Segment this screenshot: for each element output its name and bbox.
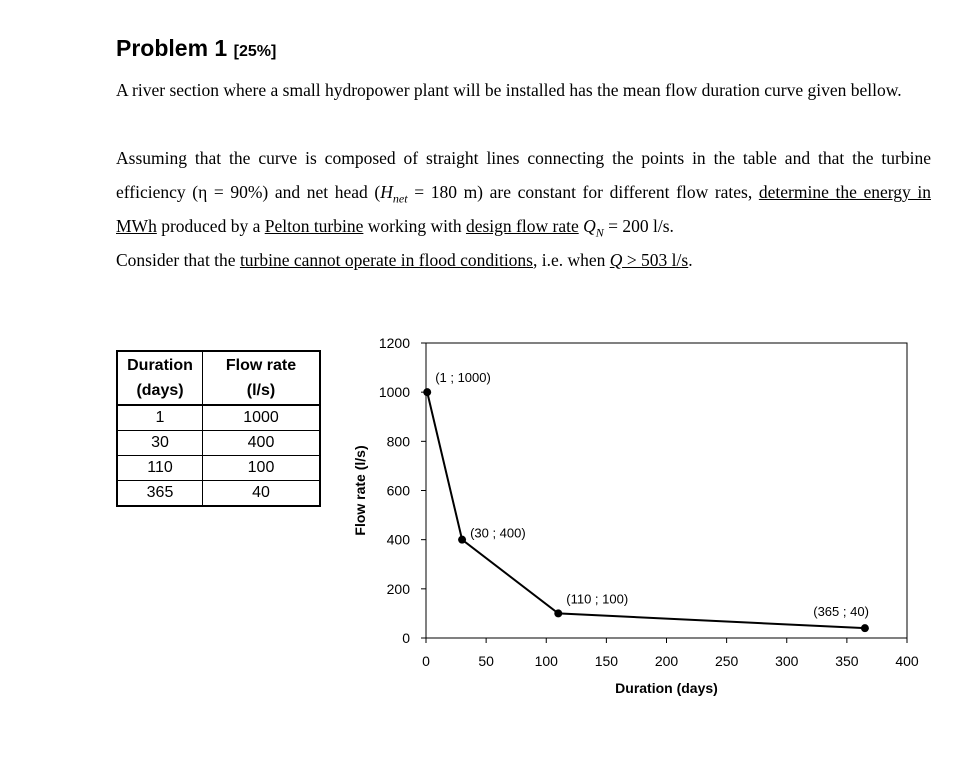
- data-point: [423, 388, 431, 396]
- design-flow-symbol: Q: [583, 216, 596, 236]
- p3-underline-flood: turbine cannot operate in flood conditions: [239, 250, 533, 270]
- y-tick-label: 800: [386, 433, 410, 450]
- p2-underline-pelton: Pelton turbine: [264, 216, 364, 236]
- design-flow-subscript: N: [595, 225, 604, 240]
- p2-text-c: produced by a: [156, 216, 265, 236]
- x-tick-label: 50: [478, 653, 494, 669]
- table-cell-duration: 1: [117, 405, 203, 431]
- p3-text-b: , i.e. when: [533, 250, 610, 270]
- p2-underline-energy: determine the energy in MWh: [116, 182, 931, 236]
- flow-duration-chart: [340, 325, 940, 710]
- header-flow-line2: (l/s): [246, 382, 276, 399]
- y-tick-label: 1000: [378, 384, 410, 401]
- threshold-value: > 503 l/s: [622, 250, 689, 270]
- problem-title-text: Problem 1: [116, 35, 228, 61]
- p2-text-f: = 200 l/s.: [603, 216, 674, 236]
- x-tick-label: 250: [714, 653, 739, 669]
- y-tick-label: 200: [386, 580, 410, 597]
- series-line: [427, 392, 865, 628]
- data-point: [458, 536, 466, 544]
- y-tick-label: 0: [402, 630, 410, 646]
- table-row: [117, 405, 320, 431]
- table-cell-duration: 30: [117, 431, 203, 456]
- y-tick-label: 400: [386, 531, 410, 548]
- data-label: (365 ; 40): [813, 604, 869, 620]
- paragraph-assumptions: [116, 141, 931, 243]
- p2-text-d: working with: [363, 216, 466, 236]
- table-header-row: [117, 351, 320, 405]
- y-tick-label: 600: [386, 482, 410, 499]
- net-head-symbol: H: [380, 182, 393, 202]
- table-cell-flow: 400: [203, 431, 321, 456]
- p2-underline-design-flow: design flow rate: [465, 216, 579, 236]
- data-label: (110 ; 100): [566, 591, 629, 607]
- header-duration-line2: (days): [136, 382, 184, 399]
- data-label: (30 ; 400): [470, 525, 526, 541]
- p3-underline-threshold: [610, 250, 688, 270]
- x-tick-label: 100: [534, 653, 558, 669]
- data-point: [554, 609, 562, 617]
- paragraph-intro: A river section where a small hydropower plant will be installed has the mean flow duration curve given bellow.: [116, 80, 902, 100]
- table-row: [117, 481, 320, 507]
- x-tick-label: 150: [594, 653, 619, 669]
- flow-symbol: Q: [609, 250, 623, 270]
- table-cell-duration: 365: [117, 481, 203, 507]
- table-header-duration: [117, 351, 203, 405]
- flow-duration-table: [116, 350, 321, 507]
- table-header-flow: [203, 351, 321, 405]
- x-tick-label: 350: [835, 653, 859, 669]
- x-axis-label: Duration (days): [615, 680, 718, 696]
- paragraph-flood-condition: [116, 243, 931, 277]
- p2-text-a: Assuming that the curve is composed of straight lines connecting the points in the table and that the turbine efficiency (η = 90%) and net head (: [116, 148, 931, 202]
- header-duration-line1: Duration: [127, 357, 193, 374]
- p3-text-c: .: [688, 250, 693, 270]
- table-cell-flow: 100: [203, 456, 321, 481]
- p3-text-a: Consider that the: [116, 250, 240, 270]
- data-label: (1 ; 1000): [435, 370, 491, 386]
- x-tick-label: 300: [775, 653, 799, 669]
- p2-text-b: = 180 m) are constant for different flow rates,: [407, 182, 759, 202]
- x-tick-label: 200: [654, 653, 679, 669]
- table-cell-flow: 1000: [203, 405, 321, 431]
- net-head-subscript: net: [392, 191, 408, 206]
- table-row: [117, 431, 320, 456]
- x-tick-label: 0: [422, 653, 430, 669]
- problem-title: [116, 35, 276, 62]
- table-row: [117, 456, 320, 481]
- y-tick-label: 1200: [378, 335, 410, 351]
- problem-weight: [25%]: [233, 43, 277, 60]
- header-flow-line1: Flow rate: [225, 357, 297, 374]
- x-tick-label: 400: [895, 653, 919, 669]
- plot-frame: [426, 343, 907, 638]
- y-axis-label: Flow rate (l/s): [352, 445, 368, 536]
- table-cell-flow: 40: [203, 481, 321, 507]
- data-point: [861, 624, 869, 632]
- table-cell-duration: 110: [117, 456, 203, 481]
